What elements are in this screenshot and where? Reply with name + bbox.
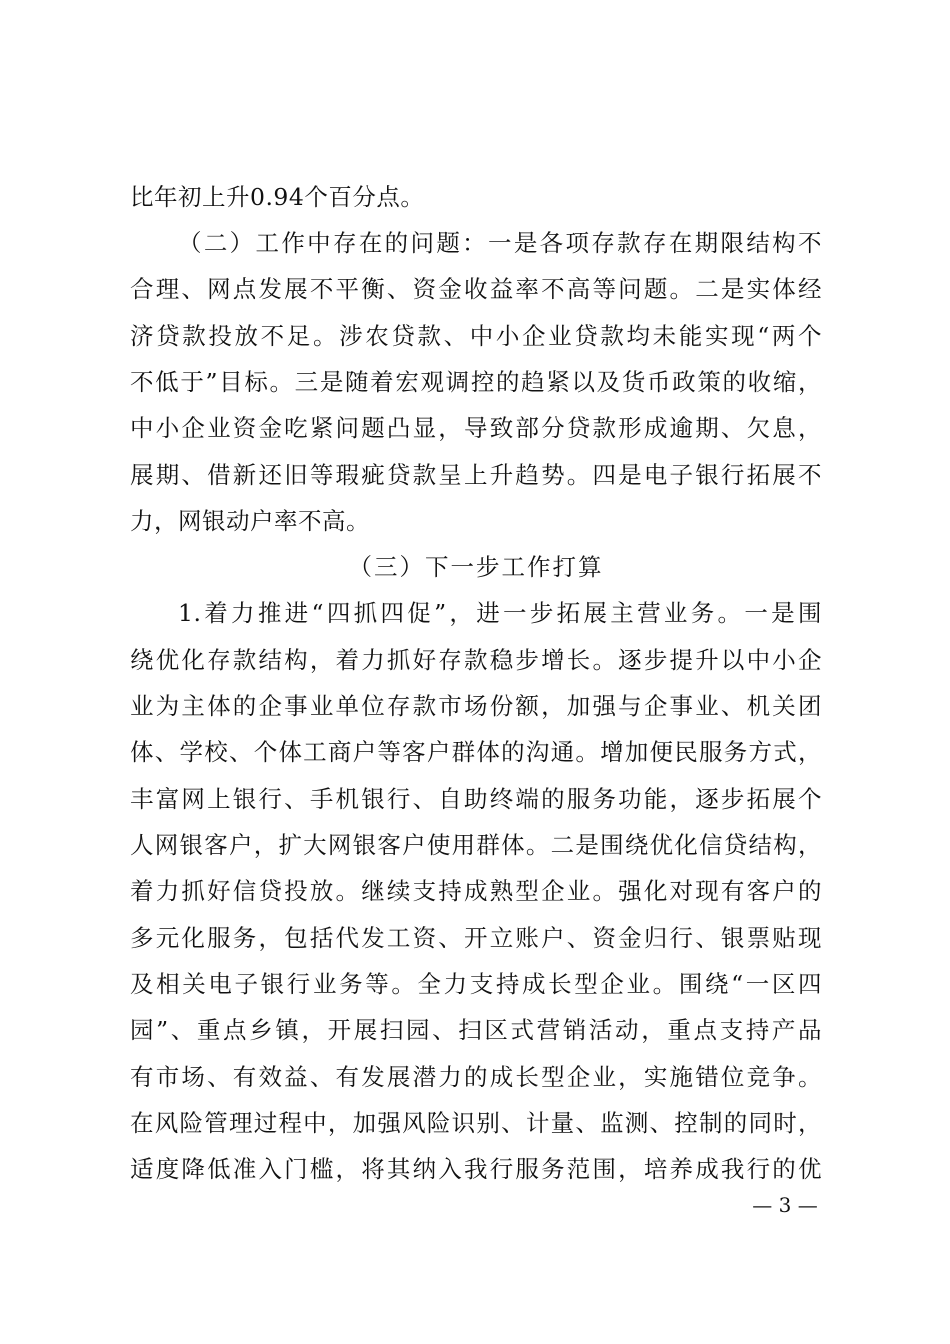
text-line-6: 中小企业资金吃紧问题凸显，导致部分贷款形成逾期、欠息， [130,414,822,442]
text-line-1: 比年初上升0.94个百分点。 [130,183,425,211]
text-line-17: 多元化服务，包括代发工资、开立账户、资金归行、银票贴现 [130,924,822,952]
page-number: — 3 — [752,1193,818,1217]
text-line-5: 不低于”目标。三是随着宏观调控的趋紧以及货币政策的收缩， [130,368,822,396]
text-line-12: 业为主体的企事业单位存款市场份额，加强与企事业、机关团 [130,692,822,720]
text-line-10: 1.着力推进“四抓四促”，进一步拓展主营业务。一是围 [178,599,822,627]
text-line-19: 园”、重点乡镇，开展扫园、扫区式营销活动，重点支持产品 [130,1016,822,1044]
text-line-22: 适度降低准入门槛，将其纳入我行服务范围，培养成我行的优 [130,1155,822,1183]
text-line-8: 力，网银动户率不高。 [130,507,370,535]
text-line-4: 济贷款投放不足。涉农贷款、中小企业贷款均未能实现“两个 [130,322,822,350]
text-line-11: 绕优化存款结构，着力抓好存款稳步增长。逐步提升以中小企 [130,646,822,674]
text-line-3: 合理、网点发展不平衡、资金收益率不高等问题。二是实体经 [130,275,822,303]
section-heading: （三）下一步工作打算 [348,553,604,581]
text-line-13: 体、学校、个体工商户等客户群体的沟通。增加便民服务方式， [130,738,822,766]
text-line-16: 着力抓好信贷投放。继续支持成熟型企业。强化对现有客户的 [130,877,822,905]
text-line-20: 有市场、有效益、有发展潜力的成长型企业，实施错位竞争。 [130,1063,822,1091]
text-line-14: 丰富网上银行、手机银行、自助终端的服务功能，逐步拓展个 [130,785,822,813]
text-line-18: 及相关电子银行业务等。全力支持成长型企业。围绕“一区四 [130,970,822,998]
text-line-21: 在风险管理过程中，加强风险识别、计量、监测、控制的同时， [130,1109,822,1137]
text-line-2: （二）工作中存在的问题：一是各项存款存在期限结构不 [178,229,822,257]
text-line-15: 人网银客户，扩大网银客户使用群体。二是围绕优化信贷结构， [130,831,822,859]
text-line-7: 展期、借新还旧等瑕疵贷款呈上升趋势。四是电子银行拓展不 [130,461,822,489]
